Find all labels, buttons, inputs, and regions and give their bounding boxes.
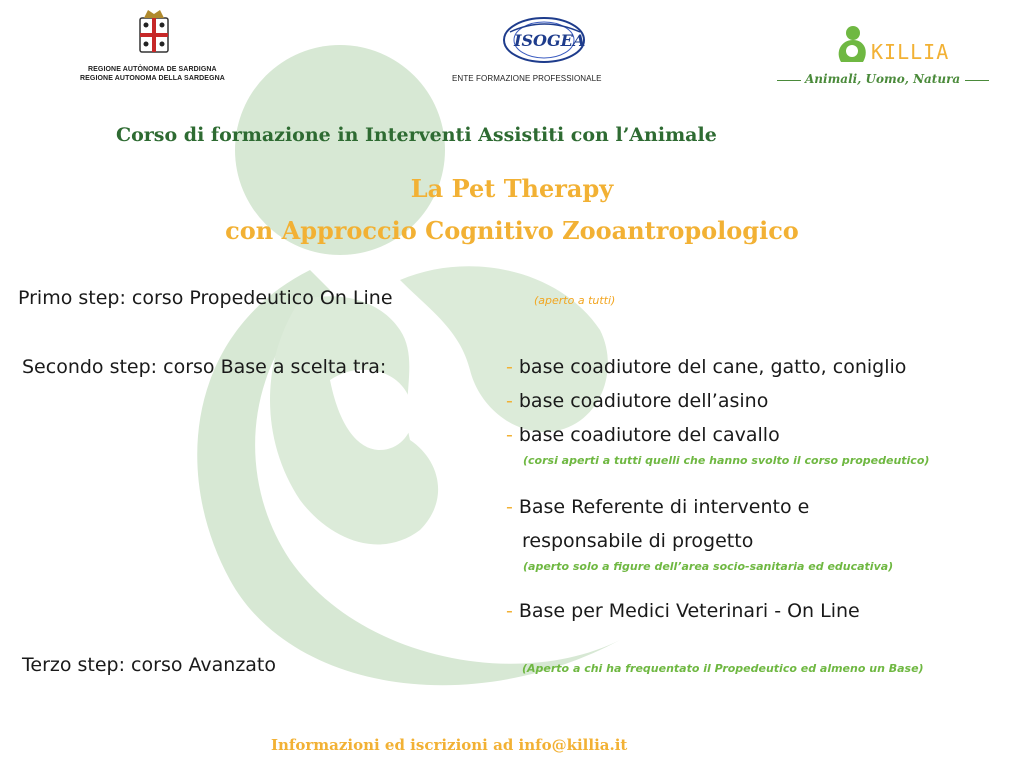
killia-divider-left — [777, 80, 801, 81]
bullet-dash: - — [506, 600, 513, 622]
base-item-asino — [506, 390, 768, 412]
sardegna-logo — [80, 8, 230, 86]
medici-label: Base per Medici Veterinari - On Line — [518, 600, 860, 622]
base-item-cane — [506, 356, 906, 378]
bullet-dash: - — [506, 390, 513, 412]
first-step-note: (aperto a tutti) — [534, 294, 616, 307]
footer-info: Informazioni ed iscrizioni ad info@killia.it — [271, 736, 628, 754]
bullet-dash: - — [506, 356, 513, 378]
title-line1: La Pet Therapy — [410, 174, 614, 203]
killia-logo — [775, 22, 995, 92]
first-step-label: Primo step: corso Propedeutico On Line — [18, 287, 393, 309]
base-item-label: base coadiutore del cane, gatto, coniglio — [518, 356, 907, 378]
base-item-label: base coadiutore del cavallo — [518, 424, 780, 446]
killia-tagline: Animali, Uomo, Natura — [805, 72, 961, 86]
second-step-label: Secondo step: corso Base a scelta tra: — [22, 356, 387, 378]
sardegna-line1: REGIONE AUTÒNOMA DE SARDIGNA — [88, 66, 217, 73]
referente-line2: responsabile di progetto — [522, 530, 754, 552]
referente-note: (aperto solo a figure dell’area socio-sanitaria ed educativa) — [523, 560, 894, 573]
isogea-globe-icon — [500, 12, 600, 68]
killia-animal-icon — [835, 24, 871, 64]
course-title: Corso di formazione in Interventi Assistiti con l’Animale — [116, 124, 717, 146]
bullet-dash: - — [506, 496, 513, 518]
isogea-logo-text: ISOGEA — [514, 31, 586, 50]
referente-line1 — [506, 496, 809, 518]
sardegna-crest-icon — [134, 8, 174, 56]
isogea-logo — [450, 12, 610, 86]
bullet-dash: - — [506, 424, 513, 446]
referente-label: Base Referente di intervento e — [518, 496, 810, 518]
third-step-label: Terzo step: corso Avanzato — [22, 654, 277, 676]
killia-name: KILLIA — [871, 40, 950, 64]
base-item-cavallo — [506, 424, 780, 446]
isogea-caption: ENTE FORMAZIONE PROFESSIONALE — [452, 74, 602, 83]
title-line2: con Approccio Cognitivo Zooantropologico — [225, 216, 799, 245]
base-item-label: base coadiutore dell’asino — [518, 390, 769, 412]
third-step-note: (Aperto a chi ha frequentato il Propedeutico ed almeno un Base) — [522, 662, 924, 675]
medici-item — [506, 600, 860, 622]
base-note: (corsi aperti a tutti quelli che hanno svolto il corso propedeutico) — [523, 454, 930, 467]
sardegna-line2: REGIONE AUTONOMA DELLA SARDEGNA — [80, 75, 225, 82]
killia-divider-right — [965, 80, 989, 81]
